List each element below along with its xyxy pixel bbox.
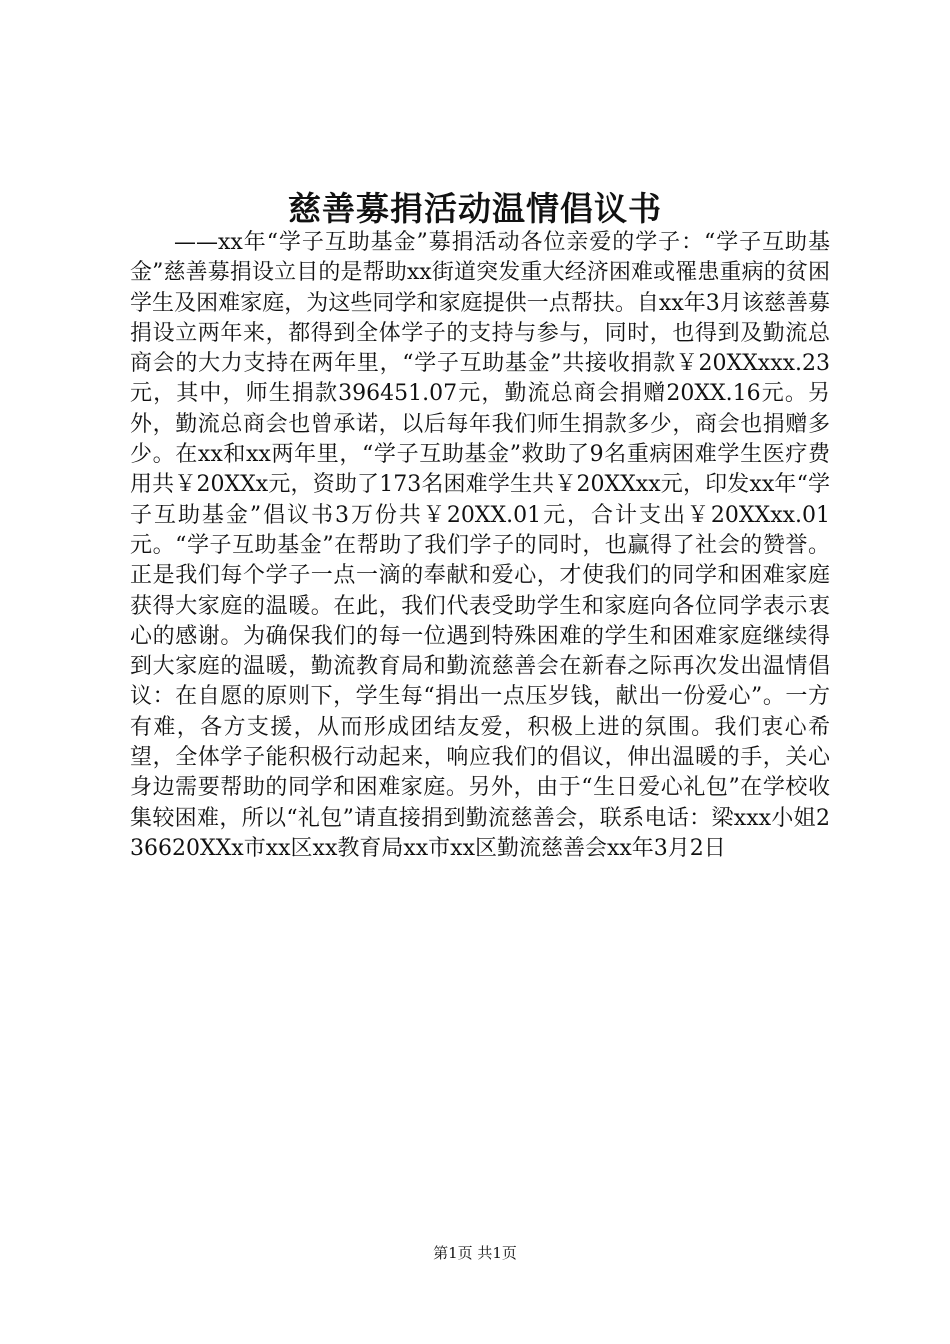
page-number-footer: 第1页 共1页 bbox=[433, 1244, 517, 1262]
document-body: ——xx年“学子互助基金”募捐活动各位亲爱的学子：“学子互助基金”慈善募捐设立目的是帮助xx街道突发重大经济困难或罹患重病的贫困学生及困难家庭，为这些同学和家庭提供一点帮扶。自xx年3月该慈善募捐设立两年来，都得到全体学子的支持与参与，同时，也得到及勤流总商会的大力支持在两年里，“学子互助基金”共接收捐款￥20XXxxx.23元，其中，师生捐款396451.07元，勤流总商会捐赠20XX.16元。另外，勤流总商会也曾承诺，以后每年我们师生捐款多少，商会也捐赠多少。在xx和xx两年里，“学子互助基金”救助了9名重病困难学生医疗费用共￥20XXx元，资助了173名困难学生共￥20XXxx元，印发xx年“学子互助基金”倡议书3万份共￥20XX.01元，合计支出￥20XXxx.01元。“学子互助基金”在帮助了我们学子的同时，也赢得了社会的赞誉。正是我们每个学子一点一滴的奉献和爱心，才使我们的同学和困难家庭获得大家庭的温暖。在此，我们代表受助学生和家庭向各位同学表示衷心的感谢。为确保我们的每一位遇到特殊困难的学生和困难家庭继续得到大家庭的温暖，勤流教育局和勤流慈善会在新春之际再次发出温情倡议：在自愿的原则下，学生每“捐出一点压岁钱，献出一份爱心”。一方有难，各方支援，从而形成团结友爱，积极上进的氛围。我们衷心希望，全体学子能积极行动起来，响应我们的倡议，伸出温暖的手，关心身边需要帮助的同学和困难家庭。另外，由于“生日爱心礼包”在学校收集较困难，所以“礼包”请直接捐到勤流慈善会，联系电话：梁xxx小姐236620XXx市xx区xx教育局xx市xx区勤流慈善会xx年3月2日 bbox=[130, 230, 830, 861]
document-title: 慈善募捐活动温情倡议书 bbox=[288, 189, 662, 228]
